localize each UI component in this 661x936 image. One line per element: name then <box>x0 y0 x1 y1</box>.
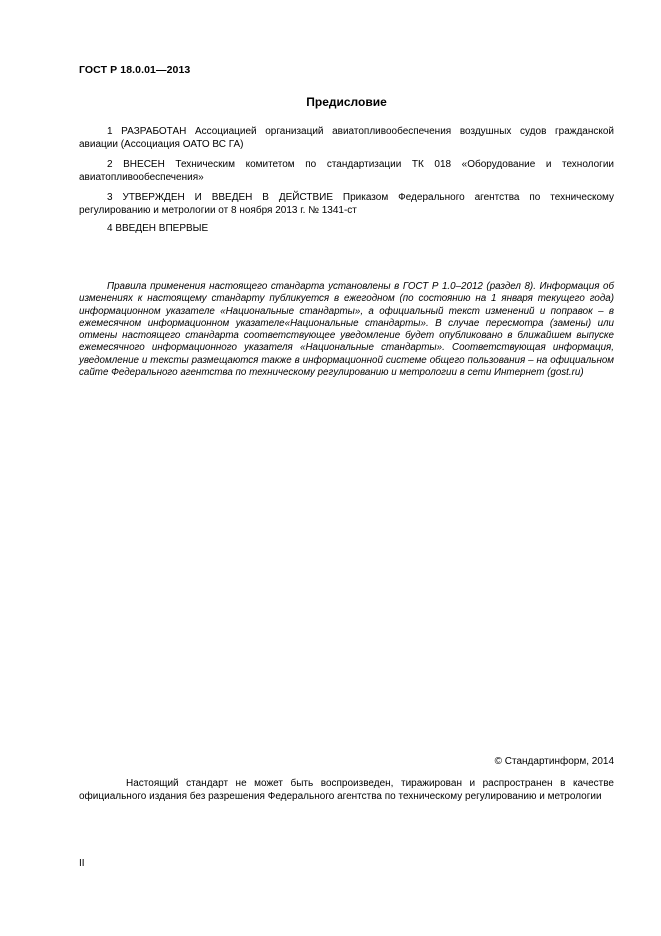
page-number: II <box>79 858 85 869</box>
foreword-item-approved: 3 УТВЕРЖДЕН И ВВЕДЕН В ДЕЙСТВИЕ Приказом Федерального агентства по техническому регулированию и метрологии от 8 ноября 2013 г. № 1341-ст <box>79 192 614 216</box>
rules-note: Правила применения настоящего стандарта установлены в ГОСТ Р 1.0–2012 (раздел 8). Информация об изменениях к настоящему стандарту публикуется в ежегодном (по состоянию на 1 января текущего года) информационном указателе «Национальные стандарты», а официальный текст изменений и поправок – в ежемесячном информационном указателе«Национальные стандарты». В случае пересмотра (замены) или отмены настоящего стандарта соответствующее уведомление будет опубликовано в ближайшем выпуске ежемесячного информационного указателя «Национальные стандарты». Соответствующая информация, уведомление и тексты размещаются также в информационной системе общего пользования – на официальном сайте Федерального агентства по техническому регулированию и метрологии в сети Интернет (gost.ru) <box>79 281 614 379</box>
foreword-item-introduced: 2 ВНЕСЕН Техническим комитетом по стандартизации ТК 018 «Оборудование и технологии авиатопливообеспечения» <box>79 159 614 183</box>
foreword-item-first-introduced: 4 ВВЕДЕН ВПЕРВЫЕ <box>107 223 209 234</box>
copyright-line: © Стандартинформ, 2014 <box>494 756 614 767</box>
standard-code-header: ГОСТ Р 18.0.01—2013 <box>79 64 191 76</box>
foreword-item-developed: 1 РАЗРАБОТАН Ассоциацией организаций авиатопливообеспечения воздушных судов гражданской авиации (Ассоциация ОАТО ВС ГА) <box>79 126 614 150</box>
foreword-title: Предисловие <box>306 95 387 109</box>
reproduction-notice: Настоящий стандарт не может быть воспроизведен, тиражирован и распространен в качестве официального издания без разрешения Федерального агентства по техническому регулированию и метрологии <box>79 778 614 802</box>
